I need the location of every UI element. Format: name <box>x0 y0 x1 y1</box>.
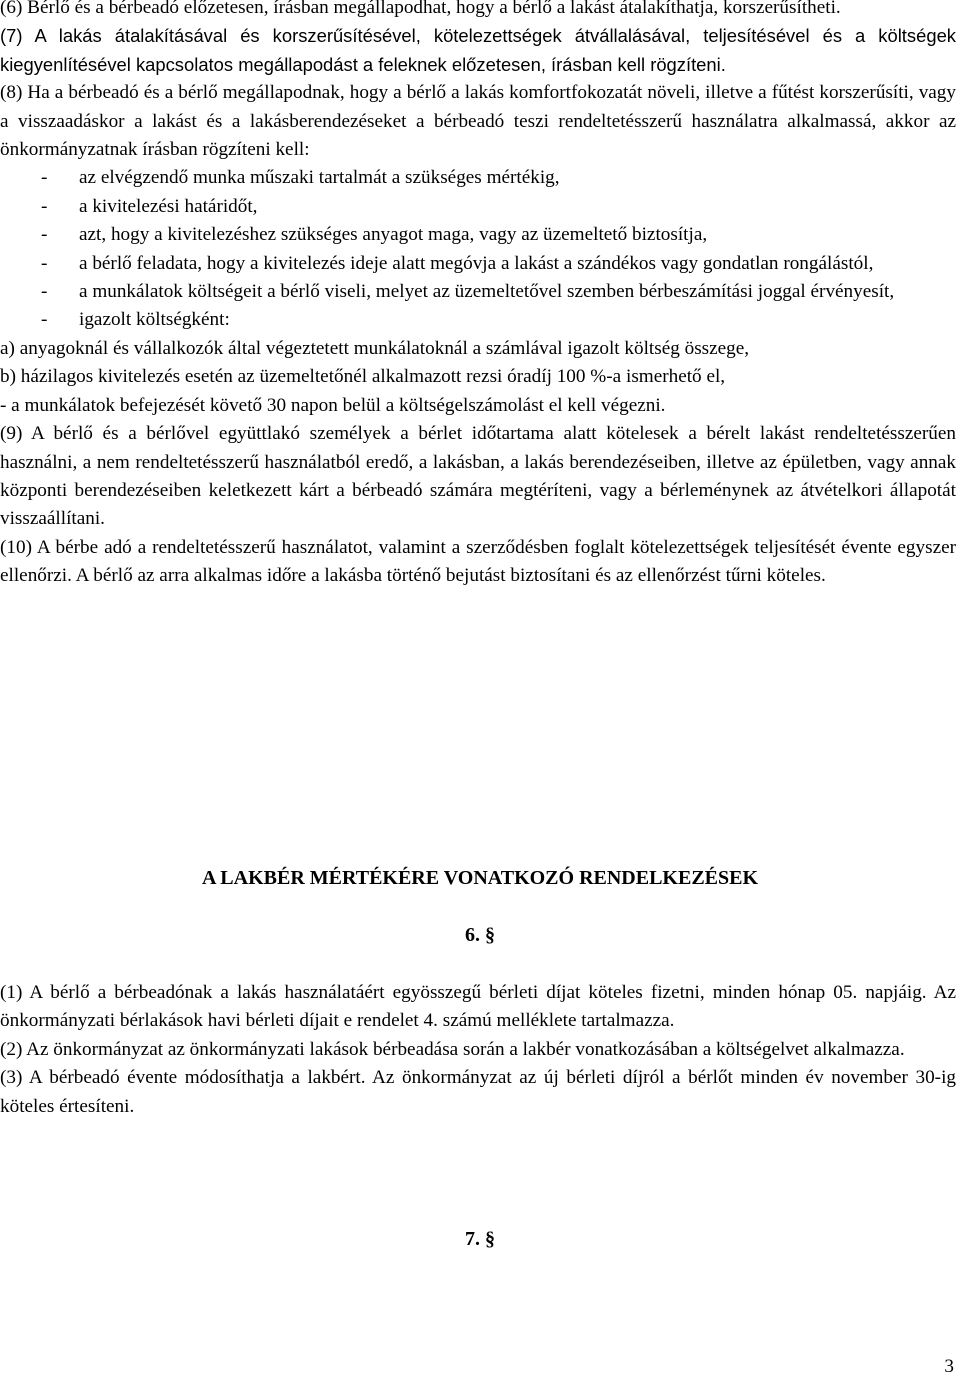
list-item-text: igazolt költségként: <box>79 309 230 331</box>
paragraph-8: (8) Ha a bérbeadó és a bérlő megállapodnak, hogy a bérlő a lakás komfortfokozatát növeli, illetve a fűtést korszerűsíti, vagy a visszaadáskor a lakást és a lakásberendezéseket a bérbeadó teszi rendeltetésszerű használatra alkalmassá, akkor az önkormányzatnak írásban rögzíteni kell: <box>0 82 956 161</box>
list-dash: - <box>41 252 48 274</box>
section-6-paragraph-3: (3) A bérbeadó évente módosíthatja a lakbért. Az önkormányzat az új bérleti díjról a bérlőt minden év november 30-ig köteles értesíteni. <box>0 1067 956 1117</box>
paragraph-9: (9) A bérlő és a bérlővel együttlakó személyek a bérlet időtartama alatt kötelesek a bérelt lakást rendeltetésszerűen használni, a nem rendeltetésszerű használatból eredő, a lakásban, a lakás berendezéseiben, illetve az épületben, vagy annak központi berendezéseiben keletkezett kárt a bérbeadó számára megtéríteni, vagy a bérleménynek az átvételkori állapotát visszaállítani. <box>0 423 956 530</box>
list-dash: - <box>41 195 48 217</box>
list-item <box>0 306 960 334</box>
chapter-heading: A LAKBÉR MÉRTÉKÉRE VONATKOZÓ RENDELKEZÉSEK <box>201 867 759 889</box>
list-item-text: a bérlő feladata, hogy a kivitelezés ideje alatt megóvja a lakást a szándékos vagy gondatlan rongálástól, <box>79 252 874 274</box>
list-item <box>0 164 960 192</box>
section-5-continuation <box>0 0 960 591</box>
list-item <box>0 193 960 221</box>
list-dash: - <box>41 309 48 331</box>
section-6-title: 6. § <box>465 924 495 946</box>
paragraph-b: b) házilagos kivitelezés esetén az üzemeltetőnél alkalmazott rezsi óradíj 100 %-a ismerhető el, <box>0 366 726 388</box>
paragraph-c: - a munkálatok befejezését követő 30 napon belül a költségelszámolást el kell végezni. <box>0 394 666 416</box>
section-7-title: 7. § <box>465 1228 495 1250</box>
paragraph-a: a) anyagoknál és vállalkozók által végeztetett munkálatoknál a számlával igazolt költség összege, <box>0 337 750 359</box>
list-item <box>0 278 960 306</box>
section-6-body <box>0 979 960 1121</box>
list-item-text: a kivitelezési határidőt, <box>79 195 258 217</box>
list-item <box>0 250 960 278</box>
paragraph-10: (10) A bérbe adó a rendeltetésszerű használatot, valamint a szerződésben foglalt kötelezettségek teljesítését évente egyszer ellenőrzi. A bérlő az arra alkalmas időre a lakásba történő bejutást biztosítani és az ellenőrzést tűrni köteles. <box>0 536 956 587</box>
list-dash: - <box>41 167 48 189</box>
paragraph-6: (6) Bérlő és a bérbeadó előzetesen, írásban megállapodhat, hogy a bérlő a lakást átalakíthatja, korszerűsítheti. <box>0 0 841 18</box>
paragraph-7: (7) A lakás átalakításával és korszerűsítésével, kötelezettségek átvállalásával, teljesítésével és a költségek kiegyenlítésével kapcsolatos megállapodást a feleknek előzetesen, írásban kell rögzíteni. <box>0 25 956 75</box>
page-number: 3 <box>944 1356 954 1377</box>
section-6-paragraph-1: (1) A bérlő a bérbeadónak a lakás használatáért egyösszegű bérleti díjat köteles fizetni, minden hónap 05. napjáig. Az önkormányzati bérlakások havi bérleti díjait e rendelet 4. számú melléklete tartalmazza. <box>0 982 956 1032</box>
list-item <box>0 221 960 249</box>
section-6-paragraph-2: (2) Az önkormányzat az önkormányzati lakások bérbeadása során a lakbér vonatkozásában a költségelvet alkalmazza. <box>0 1038 905 1060</box>
list-item-text: a munkálatok költségeit a bérlő viseli, melyet az üzemeltetővel szemben bérbeszámítási joggal érvényesít, <box>79 281 895 303</box>
list-dash: - <box>41 224 48 246</box>
list-dash: - <box>41 281 48 303</box>
list-item-text: azt, hogy a kivitelezéshez szükséges anyagot maga, vagy az üzemeltető biztosítja, <box>79 224 708 246</box>
list-item-text: az elvégzendő munka műszaki tartalmát a szükséges mértékig, <box>79 167 560 189</box>
